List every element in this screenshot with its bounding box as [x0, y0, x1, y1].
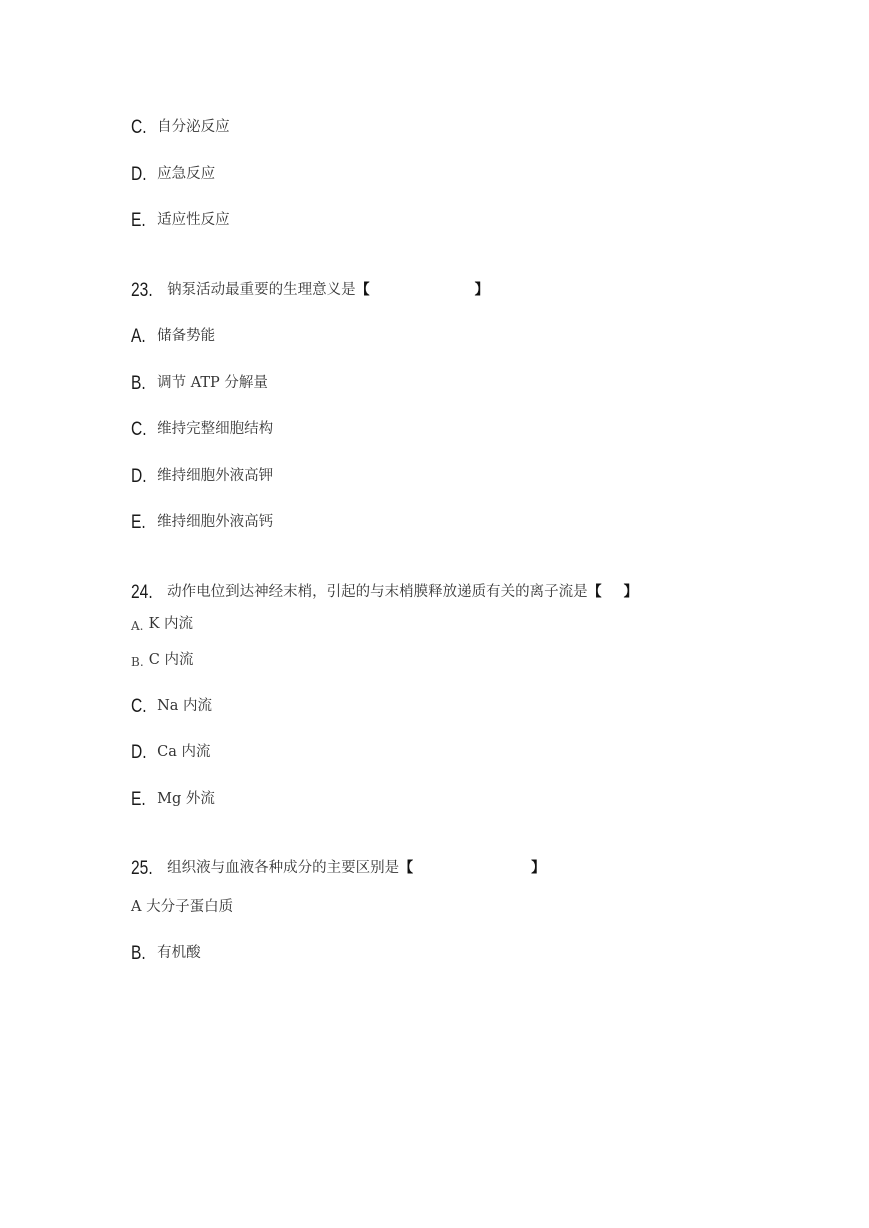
- question-number: 24.: [131, 582, 153, 603]
- option-text: A 大分子蛋白质: [131, 899, 234, 915]
- option-text: 自分泌反应: [157, 119, 230, 135]
- option-text: 维持完整细胞结构: [157, 421, 274, 437]
- option-q24-c: [131, 697, 212, 716]
- option-q22-d: [131, 165, 215, 184]
- option-text: 适应性反应: [157, 212, 230, 228]
- option-q24-d: [131, 743, 210, 762]
- option-q23-a: [131, 327, 215, 346]
- option-text: Ca 内流: [157, 744, 211, 760]
- option-key: E.: [131, 210, 146, 231]
- question-text: 动作电位到达神经末梢，引起的与末梢膜释放递质有关的离子流是: [167, 584, 588, 600]
- option-text: 调节 ATP 分解量: [157, 375, 268, 391]
- option-text: Mg 外流: [157, 791, 215, 807]
- option-key: C.: [131, 419, 147, 440]
- option-key: C.: [131, 696, 147, 717]
- question-number: 25.: [131, 858, 153, 879]
- option-q25-a: [131, 900, 233, 916]
- option-text: K 内流: [148, 616, 194, 632]
- option-text: 应急反应: [157, 166, 216, 182]
- option-text: 维持细胞外液高钙: [157, 514, 274, 530]
- answer-bracket-close: 】: [474, 282, 489, 298]
- option-q23-d: [131, 467, 273, 486]
- question-23: [131, 281, 489, 300]
- option-q22-c: [131, 118, 230, 137]
- option-q23-e: [131, 513, 273, 532]
- option-q24-e: [131, 790, 215, 809]
- option-text: 维持细胞外液高钾: [157, 468, 274, 484]
- question-25: [131, 859, 545, 878]
- option-text: Na 内流: [157, 698, 213, 714]
- option-key: E.: [131, 512, 146, 533]
- answer-bracket-open: 【: [355, 282, 370, 298]
- option-key: A.: [131, 326, 146, 347]
- option-q24-a: [131, 617, 193, 633]
- option-text: 储备势能: [157, 328, 216, 344]
- option-q22-e: [131, 211, 230, 230]
- question-24: [131, 583, 638, 602]
- answer-bracket-open: 【: [399, 860, 414, 876]
- option-key: E.: [131, 789, 146, 810]
- option-key: A.: [131, 619, 144, 633]
- option-key: B.: [131, 943, 146, 964]
- question-text: 组织液与血液各种成分的主要区别是: [167, 860, 400, 876]
- question-number: 23.: [131, 280, 153, 301]
- option-text: 有机酸: [157, 945, 201, 961]
- option-key: B.: [131, 373, 146, 394]
- option-key: D.: [131, 164, 147, 185]
- answer-bracket-close: 】: [623, 584, 638, 600]
- option-key: C.: [131, 117, 147, 138]
- option-key: D.: [131, 742, 147, 763]
- option-text: C 内流: [148, 652, 194, 668]
- answer-bracket-open: 【: [587, 584, 602, 600]
- answer-bracket-close: 】: [531, 860, 546, 876]
- option-q23-b: [131, 374, 268, 393]
- option-key: D.: [131, 466, 147, 487]
- option-q24-b: [131, 653, 193, 669]
- option-q25-b: [131, 944, 201, 963]
- option-q23-c: [131, 420, 273, 439]
- question-text: 钠泵活动最重要的生理意义是: [167, 282, 356, 298]
- option-key: B.: [131, 655, 144, 669]
